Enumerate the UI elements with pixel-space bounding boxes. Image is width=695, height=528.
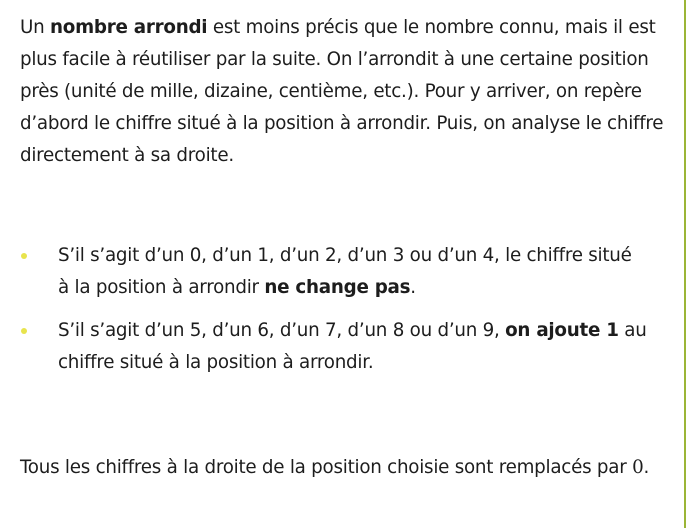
bullet-dot-icon	[21, 328, 27, 334]
term-nombre-arrondi: nombre arrondi	[50, 17, 208, 38]
intro-text-end: est moins précis que le nombre connu, mais il est plus facile à réutiliser par la suite. On l’arrondit à une certaine position près (unité de mille, dizaine, centième, etc.). Pour y arriver, on repère d’abord le chiffre situé à la position à arrondir. Puis, on analyse le chiffre directement à sa droite.	[20, 17, 664, 166]
rule-item-keep	[0, 240, 648, 304]
rule-add-emphasis: on ajoute 1	[505, 320, 619, 341]
rule-add-text: S’il s’agit d’un 5, d’un 6, d’un 7, d’un 8 ou d’un 9,	[58, 320, 506, 341]
rule-keep-text: S’il s’agit d’un 0, d’un 1, d’un 2, d’un 3 ou d’un 4, le chiffre situé à la position à arrondir	[58, 245, 632, 298]
outro-paragraph	[20, 452, 670, 484]
bullet-dot-icon	[21, 253, 27, 259]
outro-end: .	[643, 457, 650, 478]
math-zero: 0	[632, 457, 644, 478]
rule-add-end: au chiffre situé à la position à arrondir.	[58, 320, 647, 373]
rule-item-add-one	[0, 315, 648, 379]
rule-keep-end: .	[410, 277, 416, 298]
intro-paragraph	[20, 12, 670, 172]
outro-text: Tous les chiffres à la droite de la position choisie sont remplacés par	[20, 457, 633, 478]
rounding-rules-list	[0, 240, 686, 390]
intro-text-start: Un	[20, 17, 51, 38]
rule-keep-emphasis: ne change pas	[264, 277, 411, 298]
